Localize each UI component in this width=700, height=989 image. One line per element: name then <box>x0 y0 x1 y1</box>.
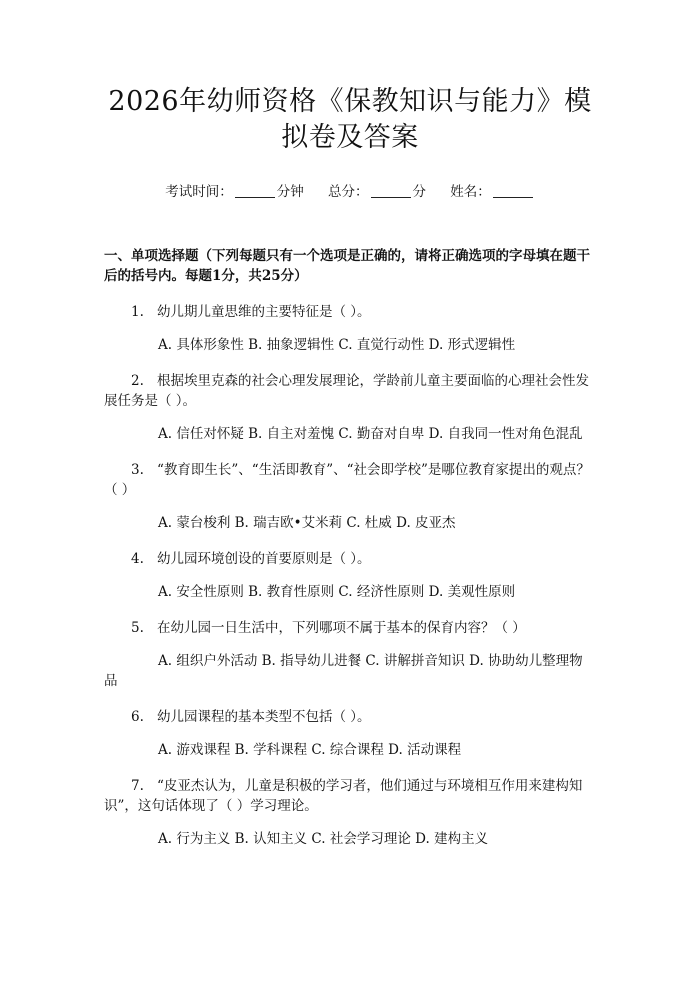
total-score-blank <box>371 183 411 198</box>
exam-time-label: 考试时间： <box>165 184 233 200</box>
question-text: 在幼儿园一日生活中，下列哪项不属于基本的保育内容？（ ） <box>157 620 526 636</box>
question-text: 幼儿园课程的基本类型不包括（ ）。 <box>157 709 371 725</box>
question-stem <box>104 302 596 322</box>
question-item <box>104 707 596 760</box>
question-item <box>104 618 596 691</box>
question-text: 根据埃里克森的社会心理发展理论，学龄前儿童主要面临的心理社会性发展任务是（ ）。 <box>104 373 589 409</box>
question-text: “皮亚杰认为，儿童是积极的学习者，他们通过与环境相互作用来建构知识”，这句话体现了（ ）学习理论。 <box>104 778 583 814</box>
name-label: 姓名： <box>450 184 491 200</box>
question-stem <box>104 371 596 411</box>
question-options: A. 行为主义 B. 认知主义 C. 社会学习理论 D. 建构主义 <box>158 831 489 847</box>
name-field <box>450 182 535 202</box>
question-stem <box>104 707 596 727</box>
question-options: A. 蒙台梭利 B. 瑞吉欧•艾米莉 C. 杜威 D. 皮亚杰 <box>158 515 456 531</box>
exam-time-blank <box>235 183 275 198</box>
question-options: A. 安全性原则 B. 教育性原则 C. 经济性原则 D. 美观性原则 <box>158 584 516 600</box>
question-text: 幼儿园环境创设的首要原则是（ ）。 <box>157 551 371 567</box>
document-page <box>0 84 700 989</box>
question-options: A. 具体形象性 B. 抽象逻辑性 C. 直觉行动性 D. 形式逻辑性 <box>158 337 516 353</box>
question-number: 5. <box>131 620 144 636</box>
exam-time-field <box>165 182 304 202</box>
question-list <box>104 302 596 849</box>
question-text: 幼儿期儿童思维的主要特征是（ ）。 <box>157 304 371 320</box>
question-stem <box>104 618 596 638</box>
exam-info-line <box>104 182 596 202</box>
exam-time-unit: 分钟 <box>276 184 304 200</box>
question-item <box>104 776 596 849</box>
question-number: 6. <box>131 709 144 725</box>
question-item <box>104 549 596 602</box>
question-number: 3. <box>131 462 144 478</box>
question-number: 4. <box>131 551 144 567</box>
question-stem <box>104 460 596 500</box>
question-options: A. 游戏课程 B. 学科课程 C. 综合课程 D. 活动课程 <box>158 742 462 758</box>
total-score-field <box>328 182 426 202</box>
question-number: 2. <box>131 373 144 389</box>
question-item <box>104 460 596 533</box>
question-number: 7. <box>131 778 144 794</box>
total-score-unit: 分 <box>412 184 426 200</box>
question-stem <box>104 549 596 569</box>
question-options: A. 组织户外活动 B. 指导幼儿进餐 C. 讲解拼音知识 D. 协助幼儿整理物品 <box>104 653 583 689</box>
question-stem <box>104 776 596 816</box>
question-item <box>104 371 596 444</box>
question-text: “教育即生长”、“生活即教育”、“社会即学校”是哪位教育家提出的观点？（ ） <box>104 462 590 498</box>
total-score-label: 总分： <box>328 184 369 200</box>
section-heading-single-choice: 一、单项选择题（下列每题只有一个选项是正确的，请将正确选项的字母填在题干后的括号内。每题1分，共25分） <box>104 248 590 284</box>
name-blank <box>493 183 533 198</box>
question-number: 1. <box>131 304 144 320</box>
question-item <box>104 302 596 355</box>
question-options: A. 信任对怀疑 B. 自主对羞愧 C. 勤奋对自卑 D. 自我同一性对角色混乱 <box>158 426 583 442</box>
document-title: 2026年幼师资格《保教知识与能力》模拟卷及答案 <box>108 86 592 153</box>
